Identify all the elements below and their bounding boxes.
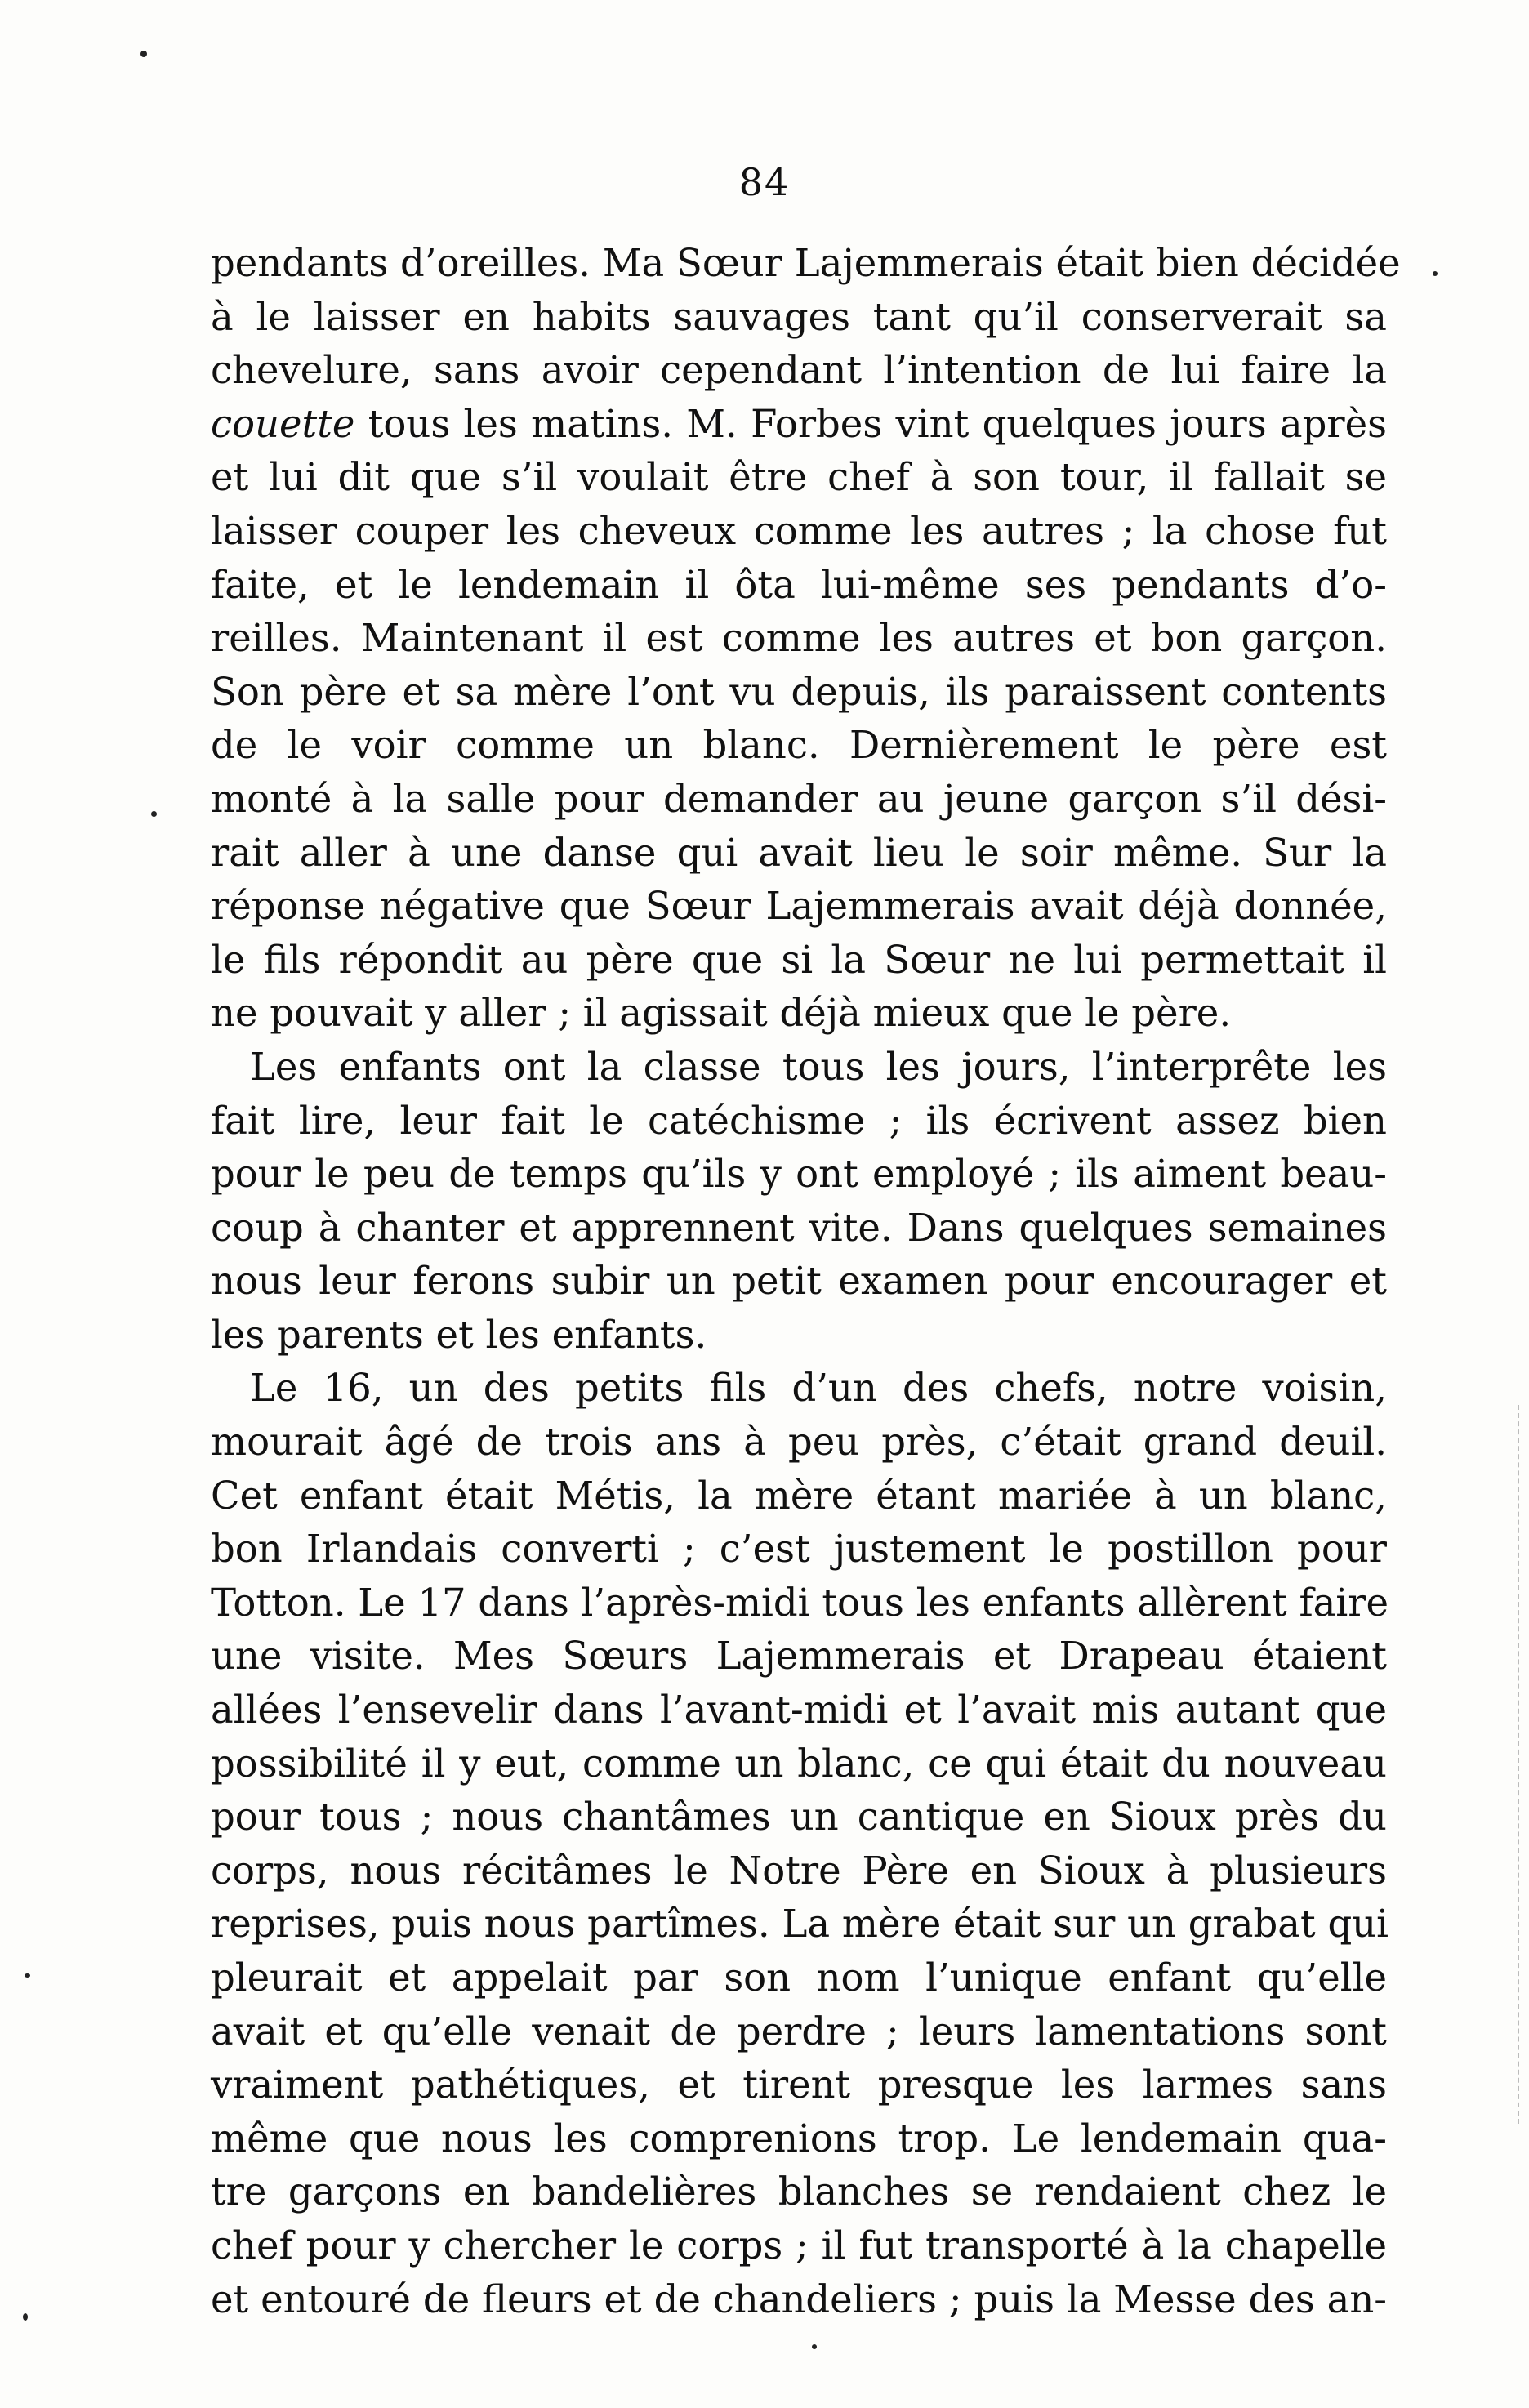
italic-word: couette <box>211 401 355 446</box>
text-line: vraiment pathétiques, et tirent presque les larmes sans <box>211 2062 1387 2107</box>
text-line: coup à chanter et apprennent vite. Dans quelques semaines <box>211 1205 1387 1250</box>
text-line: pendants d’oreilles. Ma Sœur Lajemmerais était bien décidée <box>211 241 1401 285</box>
text-line: et entouré de fleurs et de chandeliers ; puis la Messe des an- <box>211 2276 1387 2321</box>
text-line: corps, nous récitâmes le Notre Père en Sioux à plusieurs <box>211 1848 1387 1893</box>
text-line: mourait âgé de trois ans à peu près, c’était grand deuil. <box>211 1420 1387 1465</box>
text-line: allées l’ensevelir dans l’avant-midi et l’avait mis autant que <box>211 1688 1387 1732</box>
text-line: une visite. Mes Sœurs Lajemmerais et Drapeau étaient <box>211 1634 1387 1679</box>
text-line: tre garçons en bandelières blanches se rendaient chez le <box>211 2169 1387 2214</box>
scan-speck <box>25 1973 30 1978</box>
text-line: de le voir comme un blanc. Dernièrement le père est <box>211 723 1387 768</box>
text-line: Les enfants ont la classe tous les jours, l’interprête les <box>250 1044 1387 1089</box>
scan-edge-line <box>1518 1405 1519 2124</box>
scan-speck <box>812 2344 817 2349</box>
text-line: les parents et les enfants. <box>211 1312 707 1357</box>
text-line: pleurait et appelait par son nom l’unique enfant qu’elle <box>211 1955 1387 2000</box>
text-line: avait et qu’elle venait de perdre ; leurs lamentations sont <box>211 2009 1387 2053</box>
text-line: le fils répondit au père que si la Sœur ne lui permettait il <box>211 937 1387 982</box>
scan-speck <box>23 2313 28 2321</box>
text-line: et lui dit que s’il voulait être chef à son tour, il fallait se <box>211 455 1387 500</box>
body-text <box>211 237 1401 2326</box>
text-line: reilles. Maintenant il est comme les autres et bon garçon. <box>211 616 1387 661</box>
text-line: réponse négative que Sœur Lajemmerais avait déjà donnée, <box>211 884 1387 929</box>
text-line: faite, et le lendemain il ôta lui-même ses pendants d’o- <box>211 562 1387 607</box>
text-line: monté à la salle pour demander au jeune garçon s’il dési- <box>211 776 1387 821</box>
line-text: tous les matins. M. Forbes vint quelques jours après <box>354 401 1387 446</box>
text-line: pour tous ; nous chantâmes un cantique en Sioux près du <box>211 1795 1387 1839</box>
text-line: à le laisser en habits sauvages tant qu’il conserverait sa <box>211 294 1387 339</box>
text-line: Son père et sa mère l’ont vu depuis, ils paraissent contents <box>211 669 1387 714</box>
text-line: possibilité il y eut, comme un blanc, ce qui était du nouveau <box>211 1741 1387 1786</box>
text-line: même que nous les comprenions trop. Le lendemain qua- <box>211 2116 1387 2161</box>
text-line: fait lire, leur fait le catéchisme ; ils écrivent assez bien <box>211 1098 1387 1143</box>
text-line: laisser couper les cheveux comme les autres ; la chose fut <box>211 508 1387 553</box>
text-line: Le 16, un des petits fils d’un des chefs, notre voisin, <box>250 1366 1387 1411</box>
text-line: pour le peu de temps qu’ils y ont employé ; ils aiment beau- <box>211 1152 1387 1197</box>
text-line: Cet enfant était Métis, la mère étant mariée à un blanc, <box>211 1473 1387 1518</box>
scan-speck <box>140 51 147 57</box>
scan-speck <box>151 811 157 817</box>
text-line: bon Irlandais converti ; c’est justement le postillon pour <box>211 1527 1387 1572</box>
text-line: reprises, puis nous partîmes. La mère était sur un grabat qui <box>211 1902 1389 1946</box>
text-line: Totton. Le 17 dans l’après-midi tous les enfants allèrent faire <box>211 1580 1389 1625</box>
text-line: rait aller à une danse qui avait lieu le soir même. Sur la <box>211 830 1387 875</box>
text-line: chevelure, sans avoir cependant l’intention de lui faire la <box>211 348 1387 393</box>
text-line: chef pour y chercher le corps ; il fut transporté à la chapelle <box>211 2223 1387 2268</box>
page-number: 84 <box>738 160 791 204</box>
text-line: ne pouvait y aller ; il agissait déjà mieux que le père. <box>211 991 1232 1036</box>
scan-speck <box>1433 271 1438 276</box>
text-line <box>211 398 1387 452</box>
text-line: nous leur ferons subir un petit examen pour encourager et <box>211 1259 1387 1304</box>
